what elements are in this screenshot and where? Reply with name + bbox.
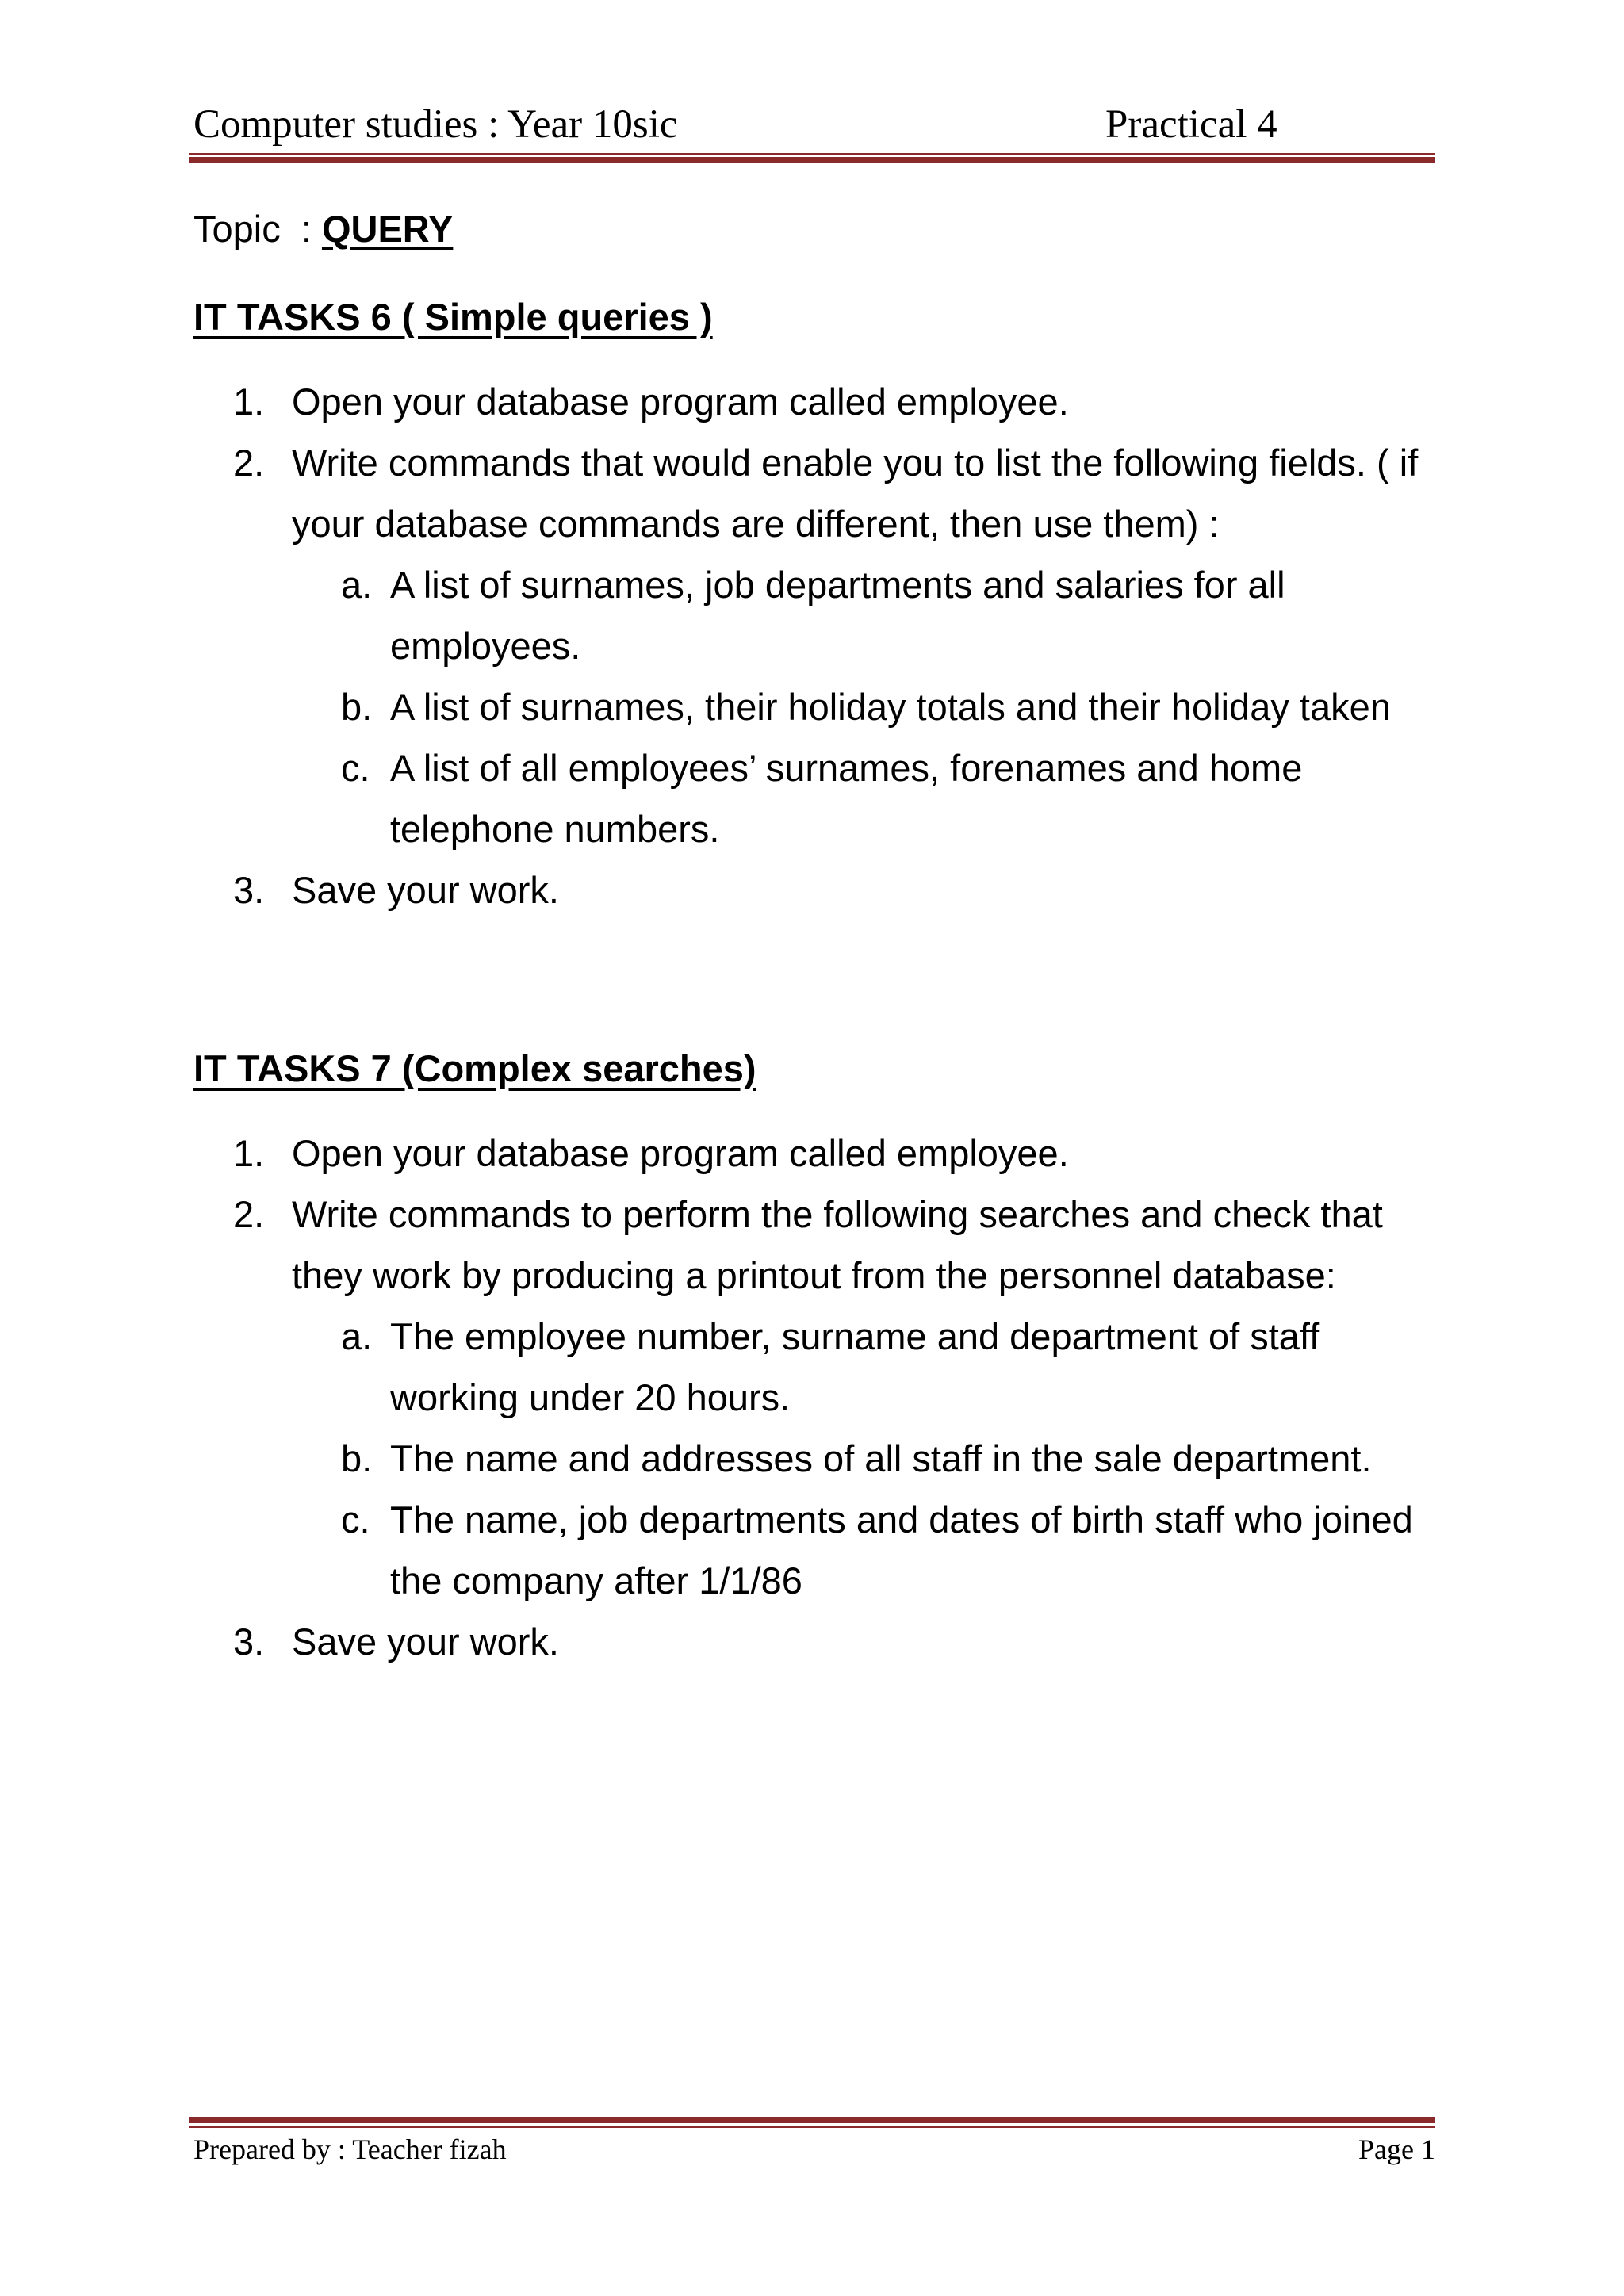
section-spacer	[193, 920, 1431, 1038]
footer-author: Prepared by : Teacher fizah	[193, 2133, 507, 2165]
sub-step-letter: b.	[341, 686, 373, 728]
worksheet-body	[193, 198, 1431, 1672]
sub-step-list	[292, 554, 1431, 859]
sub-step-text: The employee number, surname and department of staff working under 20 hours.	[390, 1315, 1320, 1418]
footer-rule-thick	[189, 2117, 1435, 2123]
task-step	[193, 1123, 1431, 1184]
sub-step-letter: a.	[341, 564, 373, 606]
step-number: 3.	[233, 1621, 265, 1663]
sub-step-text: A list of surnames, job departments and salaries for all employees.	[390, 564, 1285, 667]
step-number: 1.	[233, 1132, 265, 1174]
sub-step	[292, 737, 1431, 859]
task-step	[193, 371, 1431, 432]
step-number: 1.	[233, 381, 265, 423]
header-practical-number: Practical 4	[1105, 102, 1277, 147]
sub-step-list	[292, 1306, 1431, 1611]
task-step	[193, 1611, 1431, 1672]
task-heading: IT TASKS 7 (Complex searches)	[193, 1047, 756, 1089]
sub-step-letter: c.	[341, 1498, 370, 1540]
sub-step	[292, 1428, 1431, 1489]
sub-step-text: The name and addresses of all staff in the sale department.	[390, 1437, 1372, 1479]
sub-step	[292, 676, 1431, 737]
step-text: Save your work.	[292, 869, 559, 911]
footer-rule-thin	[189, 2126, 1435, 2128]
sub-step-letter: b.	[341, 1437, 373, 1479]
task-step	[193, 859, 1431, 920]
step-number: 3.	[233, 869, 265, 911]
step-number: 2.	[233, 1193, 265, 1235]
task-heading: IT TASKS 6 ( Simple queries )	[193, 296, 713, 338]
header-rule-thick	[189, 157, 1435, 163]
topic-value: QUERY	[321, 208, 454, 250]
task-step	[193, 432, 1431, 859]
task-step-list	[193, 1123, 1431, 1672]
topic-line	[193, 198, 1431, 259]
step-text: Write commands to perform the following searches and check that they work by producing a printout from the personnel database:	[292, 1193, 1383, 1296]
step-number: 2.	[233, 442, 265, 484]
step-text: Write commands that would enable you to list the following fields. ( if your database commands are different, then use them) :	[292, 442, 1419, 545]
sub-step	[292, 1306, 1431, 1428]
header-rule-thin	[189, 153, 1435, 155]
footer-page-number: Page 1	[1358, 2133, 1435, 2165]
task-step-list	[193, 371, 1431, 920]
step-text: Open your database program called employee.	[292, 1132, 1069, 1174]
page-footer	[193, 2130, 1435, 2169]
sub-step-letter: a.	[341, 1315, 373, 1357]
task-section	[193, 1038, 1431, 1672]
page-header	[193, 97, 1435, 152]
sub-step-text: The name, job departments and dates of birth staff who joined the company after 1/1/86	[390, 1498, 1413, 1601]
task-step	[193, 1184, 1431, 1611]
header-course-title: Computer studies : Year 10sic	[193, 102, 678, 147]
topic-label: Topic :	[193, 208, 322, 250]
sub-step-text: A list of all employees’ surnames, forenames and home telephone numbers.	[390, 747, 1303, 850]
sub-step	[292, 554, 1431, 676]
step-text: Open your database program called employee.	[292, 381, 1069, 423]
step-text: Save your work.	[292, 1621, 559, 1663]
sub-step-letter: c.	[341, 747, 370, 789]
sub-step	[292, 1489, 1431, 1611]
task-section	[193, 286, 1431, 920]
sub-step-text: A list of surnames, their holiday totals and their holiday taken	[390, 686, 1391, 728]
